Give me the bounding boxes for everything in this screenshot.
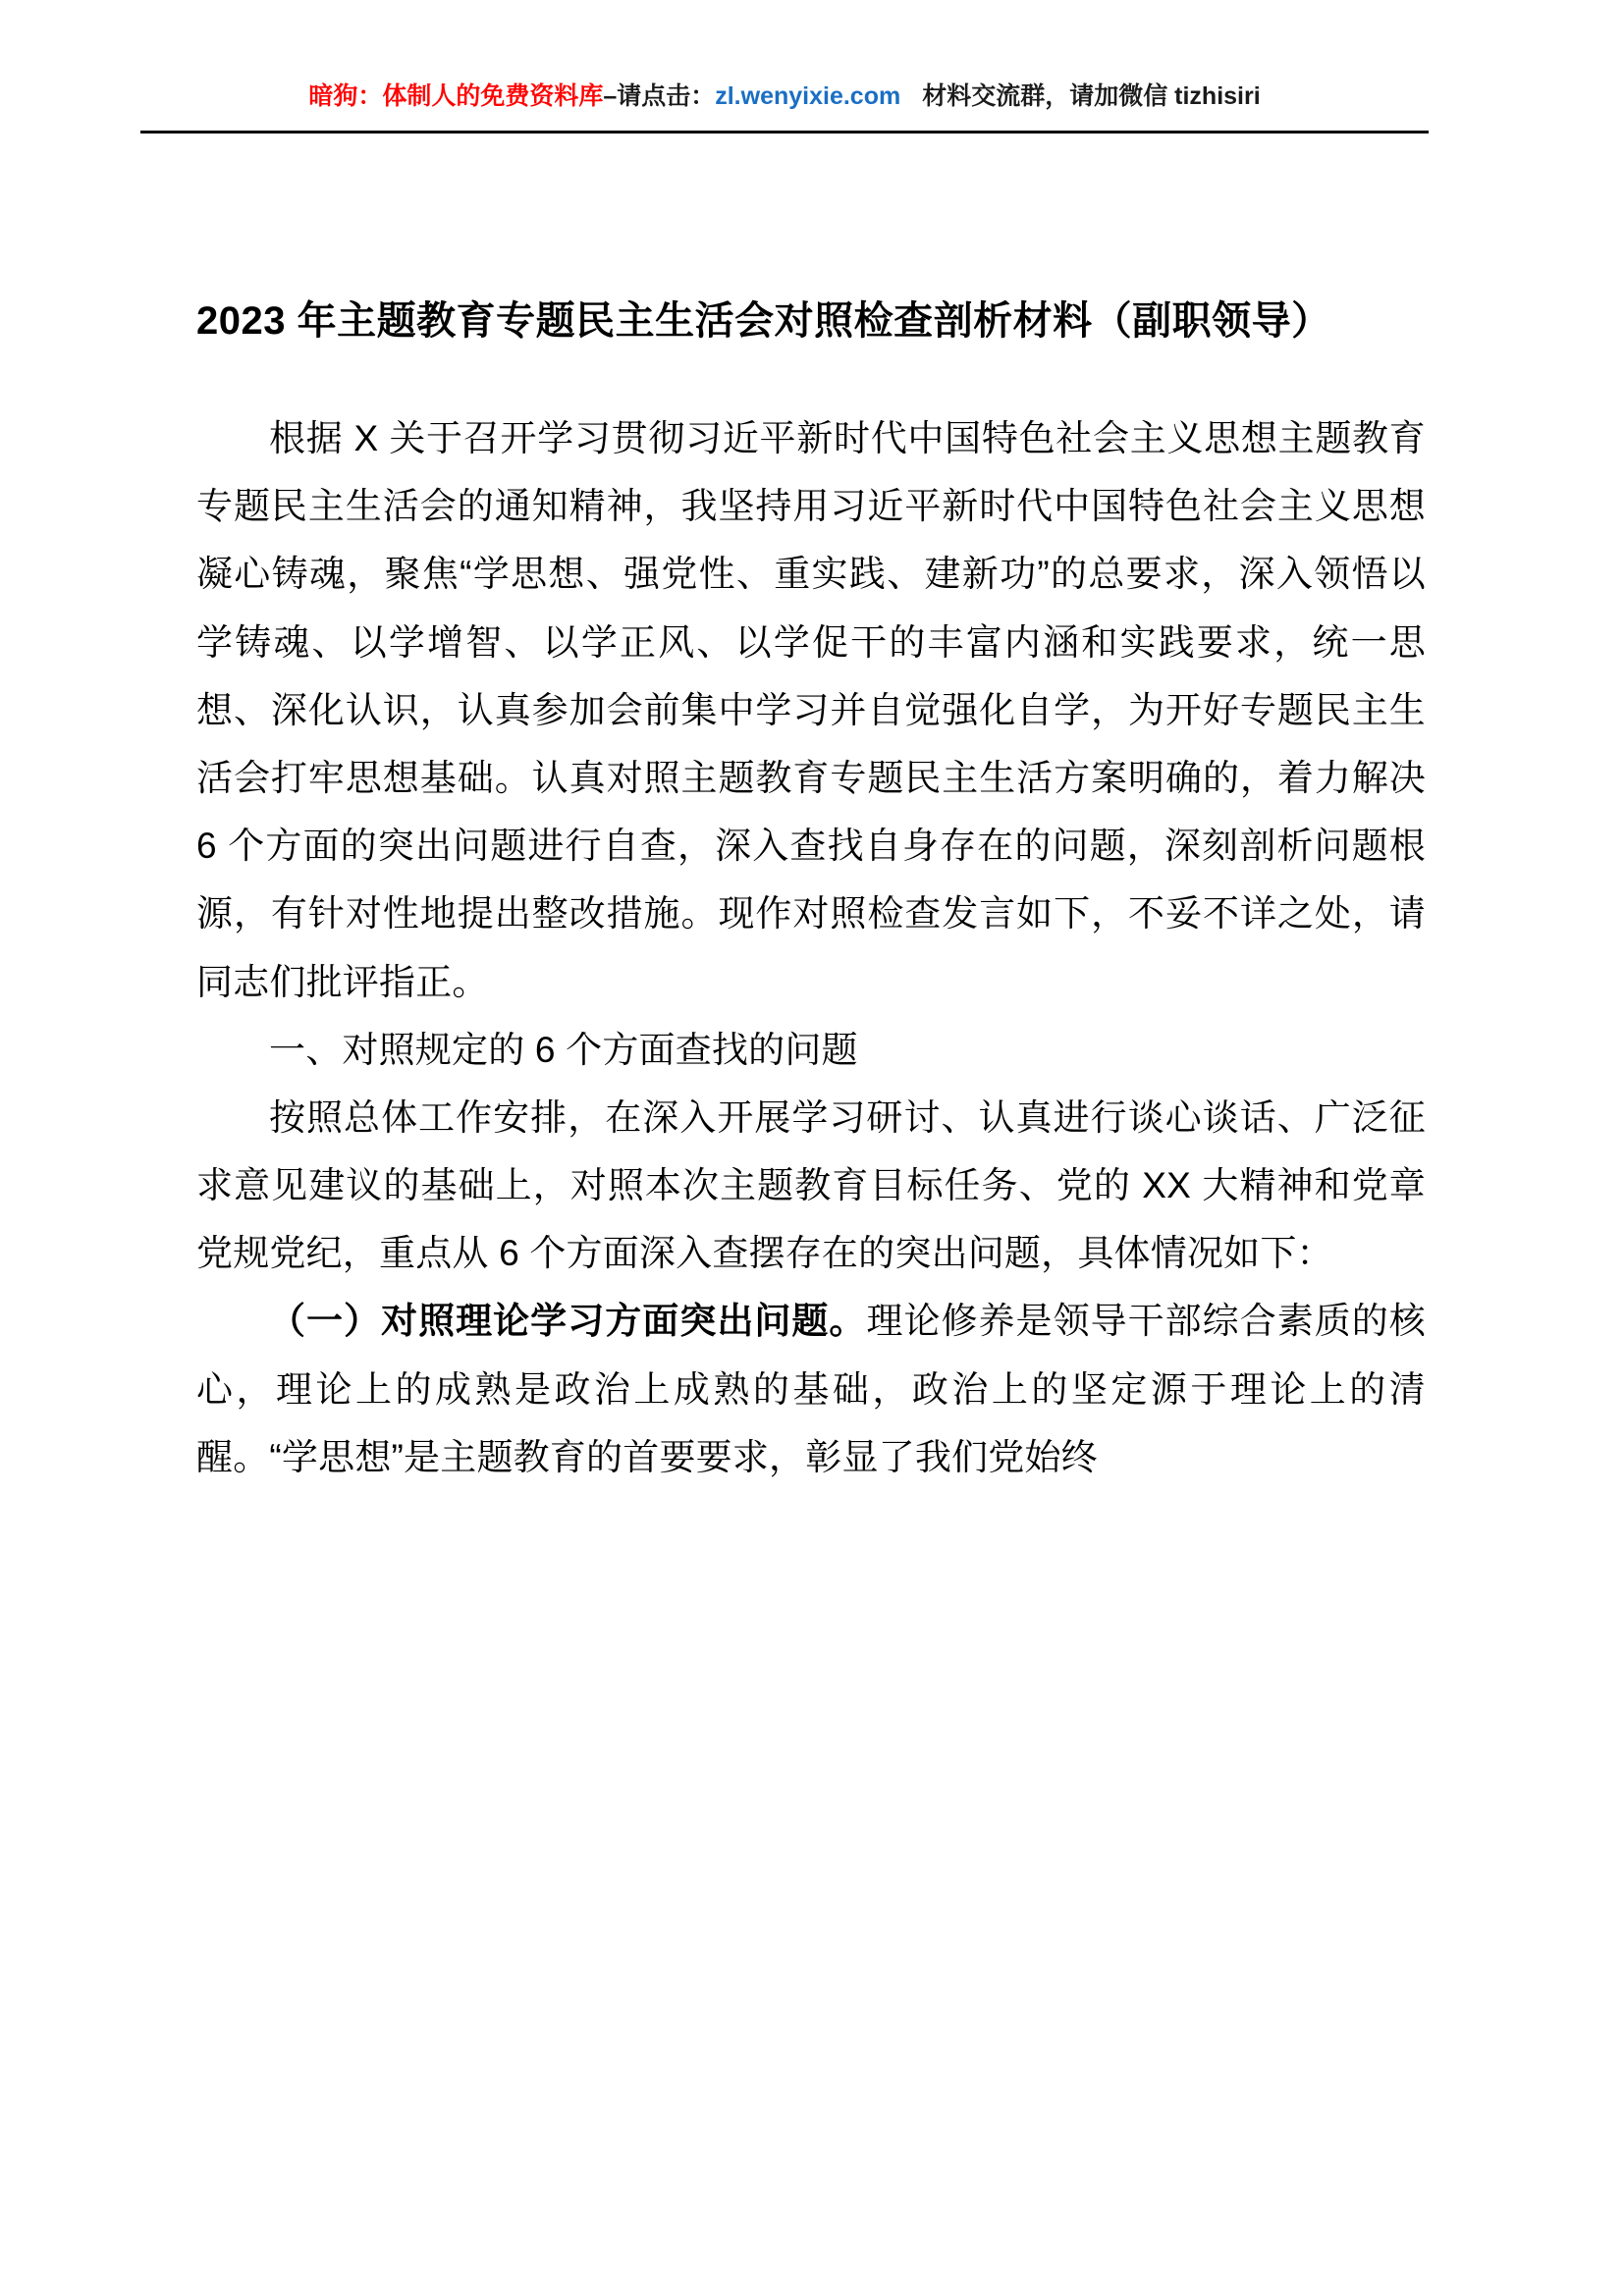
paragraph-intro: 根据 X 关于召开学习贯彻习近平新时代中国特色社会主义思想主题教育专题民主生活会的通知精神，我坚持用习近平新时代中国特色社会主义思想凝心铸魂，聚焦“学思想、强党性、重实践、建新功”的总要求，深入领悟以学铸魂、以学增智、以学正风、以学促干的丰富内涵和实践要求，统一思想、深化认识，认真参加会前集中学习并自觉强化自学，为开好专题民主生活会打牢思想基础。认真对照主题教育专题民主生活方案明确的，着力解决 6 个方面的突出问题进行自查，深入查找自身存在的问题，深刻剖析问题根源，有针对性地提出整改措施。现作对照检查发言如下，不妥不详之处，请同志们批评指正。 (196, 418, 1426, 1002)
promo-header-banner (140, 84, 1429, 117)
promo-site-link[interactable]: zl.wenyixie.com (715, 82, 901, 110)
paragraph-subsection-one (196, 1287, 1426, 1491)
section-heading-one: 一、对照规定的 6 个方面查找的问题 (269, 1029, 858, 1070)
header-divider-rule (140, 131, 1429, 133)
promo-red-text: 暗狗：体制人的免费资料库 (308, 82, 604, 110)
paragraph-overall-arrangement: 按照总体工作安排，在深入开展学习研讨、认真进行谈心谈话、广泛征求意见建议的基础上，对照本次主题教育目标任务、党的 XX 大精神和党章党规党纪，重点从 6 个方面深入查摆存在的突出问题，具体情况如下： (196, 1096, 1426, 1274)
promo-click-text: –请点击： (603, 82, 716, 110)
promo-wechat-text: 材料交流群，请加微信 tizhisiri (922, 82, 1261, 110)
document-body (196, 294, 1426, 1491)
subsection-one-lead: （一）对照理论学习方面突出问题。 (269, 1301, 867, 1342)
promo-header-line (140, 84, 1429, 117)
document-title: 2023 年主题教育专题民主生活会对照检查剖析材料（副职领导） (196, 299, 1331, 343)
subsection-one-body: 理论修养是领导干部综合素质的核心，理论上的成熟是政治上成熟的基础，政治上的坚定源于理论上的清醒。“学思想”是主题教育的首要要求，彰显了我们党始终 (196, 1301, 1427, 1477)
